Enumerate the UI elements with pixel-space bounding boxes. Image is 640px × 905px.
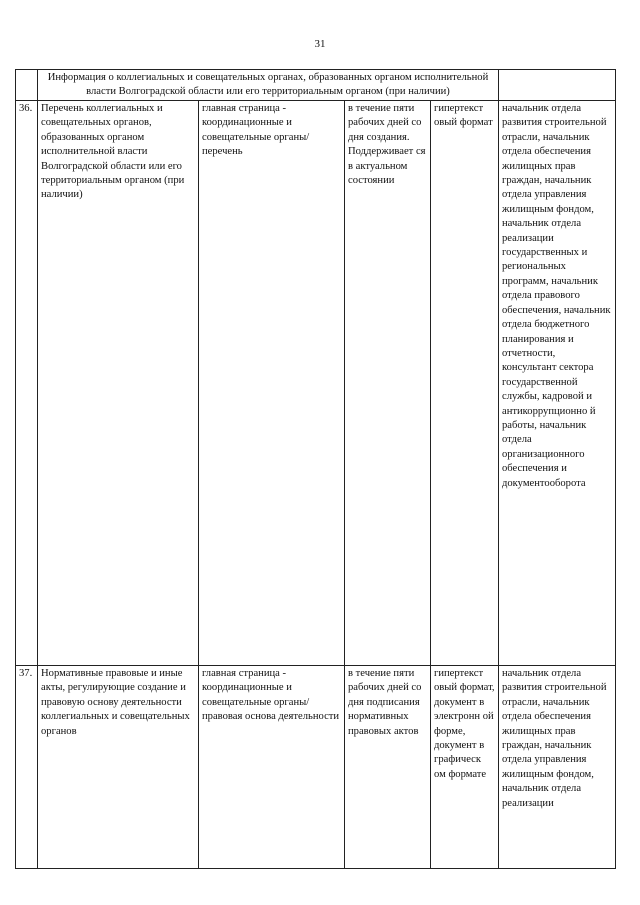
publication-format: гипертекст овый формат, документ в электронн ой форме, документ в графическ ом формате: [431, 666, 499, 869]
item-name: Перечень коллегиальных и совещательных органов, образованных органом исполнительной власти Волгоградской области или его территориальным органом (при наличии): [38, 101, 199, 666]
row-number: 37.: [16, 666, 38, 869]
placement-location: главная страница - координационные и совещательные органы/правовая основа деятельности: [199, 666, 345, 869]
section-header: Информация о коллегиальных и совещательных органах, образованных органом исполнительной власти Волгоградской области или его территориальным органом (при наличии): [38, 70, 499, 101]
empty-cell: [16, 70, 38, 101]
page-number: 31: [314, 38, 326, 50]
update-term: в течение пяти рабочих дней со дня подписания нормативных правовых актов: [345, 666, 431, 869]
responsible-persons: начальник отдела развития строительной отрасли, начальник отдела обеспечения жилищных прав граждан, начальник отдела управления жилищным фондом, начальник отдела реализации: [499, 666, 616, 869]
information-table: [15, 69, 616, 869]
update-term: в течение пяти рабочих дней со дня создания. Поддерживает ся в актуальном состоянии: [345, 101, 431, 666]
empty-cell: [499, 70, 616, 101]
table-row: [16, 101, 616, 666]
table-row: [16, 666, 616, 869]
item-name: Нормативные правовые и иные акты, регулирующие создание и правовую основу деятельности коллегиальных и совещательных органов: [38, 666, 199, 869]
section-header-row: [16, 70, 616, 101]
row-number: 36.: [16, 101, 38, 666]
publication-format: гипертекст овый формат: [431, 101, 499, 666]
placement-location: главная страница - координационные и совещательные органы/перечень: [199, 101, 345, 666]
responsible-persons: начальник отдела развития строительной отрасли, начальник отдела обеспечения жилищных прав граждан, начальник отдела управления жилищным фондом, начальник отдела реализации государственных и региональных программ, начальник отдела правового обеспечения, начальник отдела бюджетного планирования и отчетности, консультант сектора государственной службы, кадровой и антикоррупционно й работы, начальник отдела организационного обеспечения и документооборота: [499, 101, 616, 666]
